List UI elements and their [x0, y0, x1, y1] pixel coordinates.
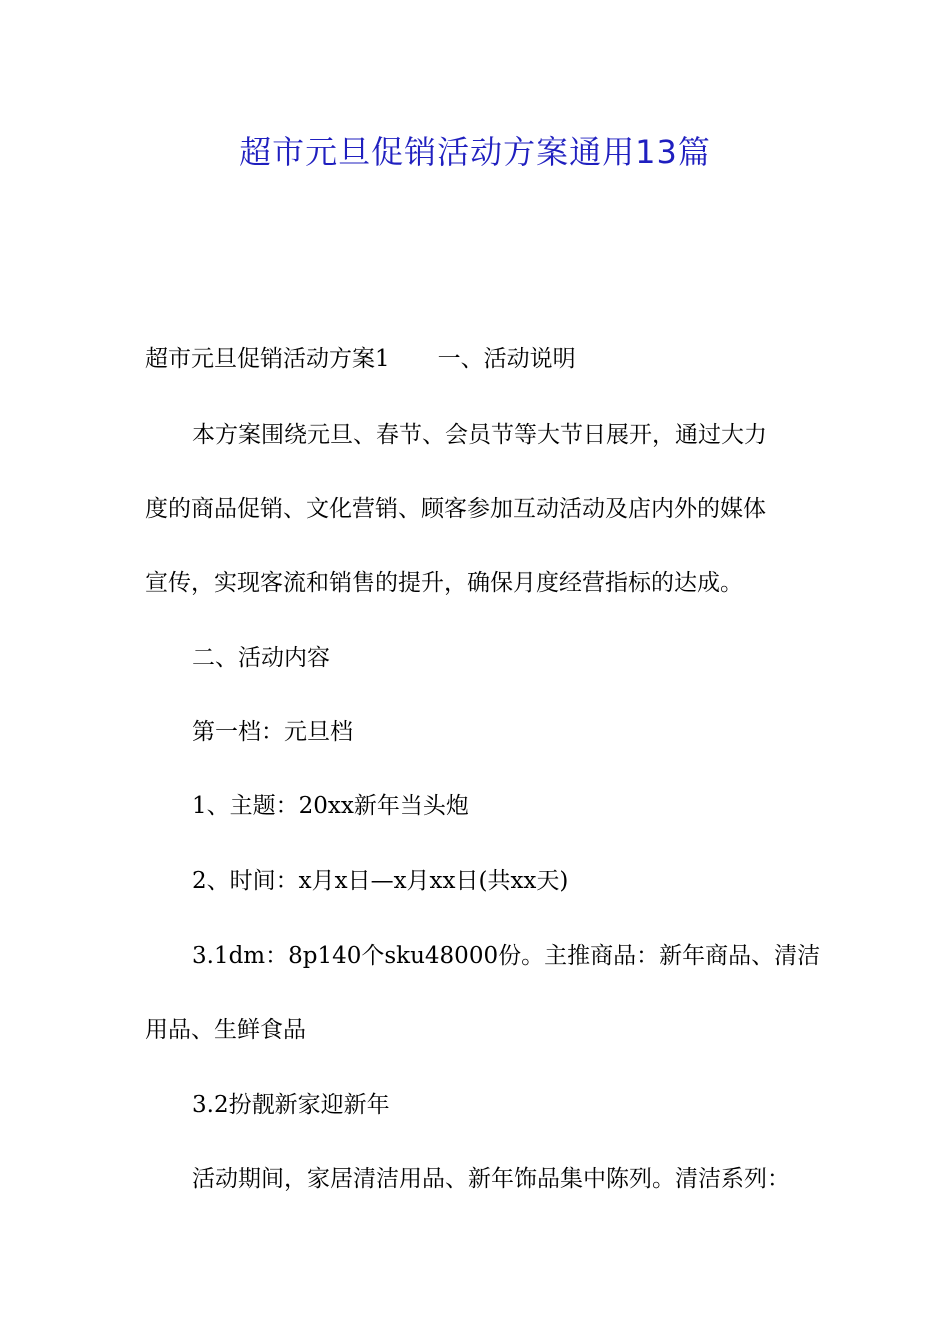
paragraph-line: 活动期间，家居清洁用品、新年饰品集中陈列。清洁系列： — [192, 1166, 790, 1192]
list-item-theme: 1、主题：20xx新年当头炮 — [192, 793, 469, 819]
document-title: 超市元旦促销活动方案通用13篇 — [239, 133, 711, 171]
paragraph-line: 本方案围绕元旦、春节、会员节等大节日展开，通过大力 — [192, 422, 767, 448]
subheading-first-slot: 第一档：元旦档 — [192, 719, 353, 745]
section-heading: 超市元旦促销活动方案1 — [145, 346, 390, 372]
list-item-decorate: 3.2扮靓新家迎新年 — [192, 1092, 390, 1118]
first-point-heading: 一、活动说明 — [437, 346, 576, 372]
subheading-activity-content: 二、活动内容 — [192, 645, 330, 671]
paragraph-line: 用品、生鲜食品 — [145, 1017, 306, 1043]
section-heading-line — [145, 343, 576, 375]
paragraph-line: 宣传，实现客流和销售的提升，确保月度经营指标的达成。 — [145, 570, 743, 596]
paragraph-line: 度的商品促销、文化营销、顾客参加互动活动及店内外的媒体 — [145, 496, 766, 522]
list-item-time: 2、时间：x月x日—x月xx日(共xx天) — [192, 868, 569, 894]
list-item-dm: 3.1dm：8p140个sku48000份。主推商品：新年商品、清洁 — [192, 943, 821, 969]
